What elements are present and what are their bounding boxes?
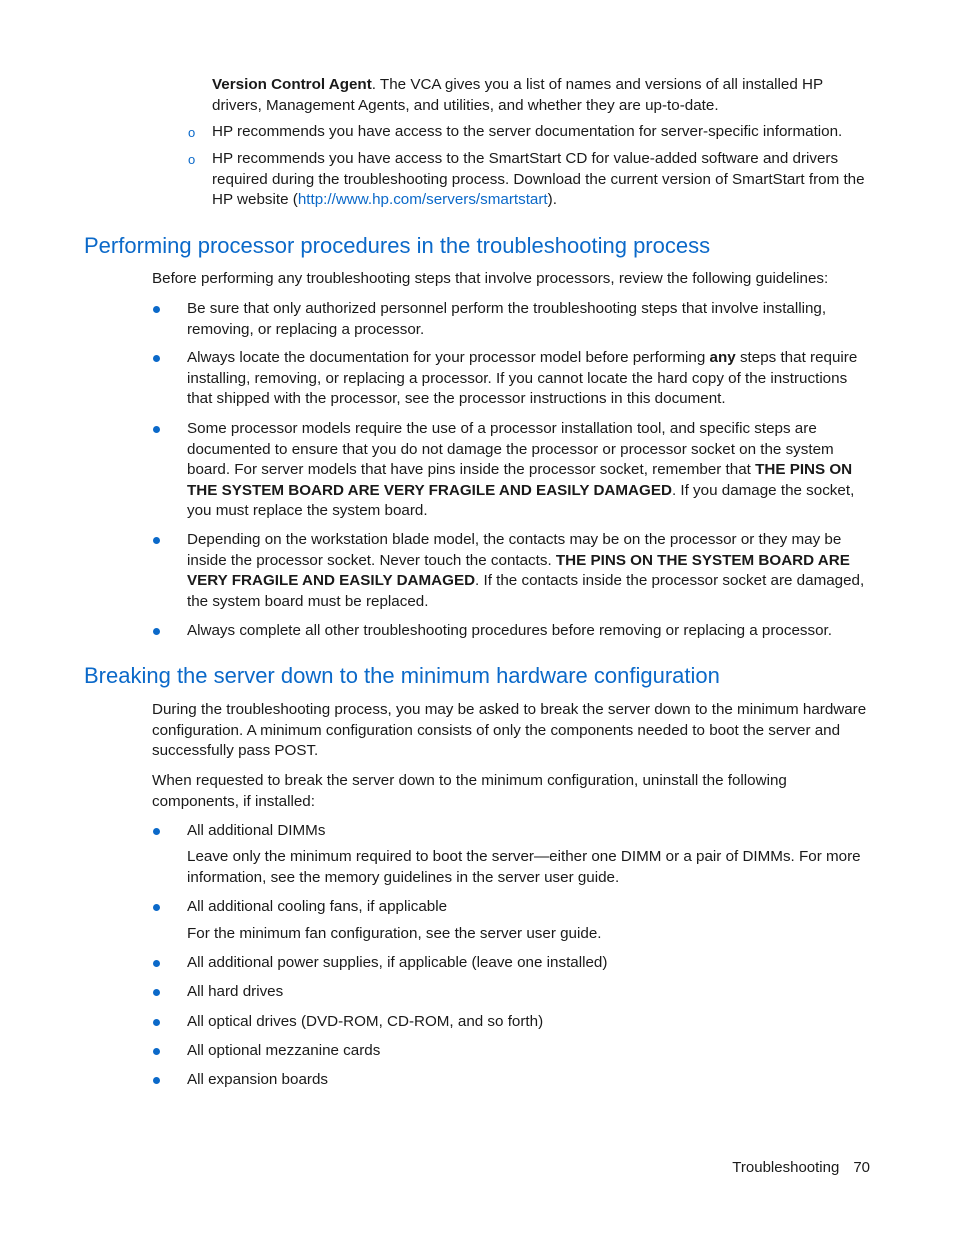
guideline-text: . If the contacts inside the processor socket are damaged, the system board must be replaced.: [187, 572, 865, 610]
footer-section-name: Troubleshooting: [732, 1159, 840, 1176]
rec2-close: ).: [547, 191, 557, 209]
bullet-icon: [153, 426, 160, 433]
guideline-text: . If you damage the socket, you must replace the system board.: [187, 481, 855, 520]
processor-guideline: [187, 419, 873, 522]
bullet-icon: [153, 904, 160, 911]
component-note: Leave only the minimum required to boot the server—either one DIMM or a pair of DIMMs. For more information, see the memory guidelines in the server user guide.: [187, 848, 861, 886]
sub-bullet-marker: o: [188, 152, 196, 167]
bullet-icon: [153, 1019, 160, 1026]
component-item: All additional cooling fans, if applicable: [187, 898, 448, 915]
vca-paragraph: [212, 75, 872, 116]
guideline-text: steps that require installing, removing, or replacing a processor. If you cannot locate the hard copy of the instructions that shipped with the processor, see the processor instructions in this document.: [187, 349, 858, 408]
guideline-warning: THE PINS ON THE SYSTEM BOARD ARE VERY FRAGILE AND EASILY DAMAGED: [187, 551, 850, 590]
processor-guideline: Always complete all other troubleshooting procedures before removing or replacing a processor.: [187, 622, 832, 639]
guideline-warning: THE PINS ON THE SYSTEM BOARD ARE VERY FRAGILE AND EASILY DAMAGED: [187, 461, 853, 499]
component-item: All expansion boards: [187, 1071, 328, 1088]
component-note: For the minimum fan configuration, see the server user guide.: [187, 925, 602, 942]
bullet-icon: [153, 1048, 160, 1055]
component-item: All additional power supplies, if applicable (leave one installed): [187, 954, 608, 971]
bullet-icon: [153, 1077, 160, 1084]
rec2-text: HP recommends you have access to the SmartStart CD for value-added software and drivers required during the troubleshooting process. Download the current version of SmartStart from the HP website (: [212, 150, 865, 209]
minimum-config-intro: During the troubleshooting process, you may be asked to break the server down to the minimum hardware configuration. A minimum configuration consists of only the components needed to boot the server and successfully pass POST.: [152, 701, 867, 760]
page-number: 70: [853, 1159, 870, 1176]
guideline-text: Some processor models require the use of a processor installation tool, and specific steps are documented to ensure that you do not damage the processor or processor socket on the system board. For server models that have pins inside the processor socket, remember that: [187, 420, 834, 479]
bullet-icon: [153, 306, 160, 313]
bullet-icon: [153, 960, 160, 967]
component-item: All optical drives (DVD-ROM, CD-ROM, and so forth): [187, 1013, 544, 1030]
bullet-icon: [153, 355, 160, 362]
processor-guideline: [187, 348, 873, 410]
vca-label: Version Control Agent: [212, 76, 372, 93]
minimum-config-instructions: When requested to break the server down to the minimum configuration, uninstall the following components, if installed:: [152, 772, 787, 810]
bullet-icon: [153, 628, 160, 635]
processor-guideline: [187, 530, 873, 612]
processor-intro: Before performing any troubleshooting steps that involve processors, review the following guidelines:: [152, 270, 829, 287]
recommendation-docs: HP recommends you have access to the server documentation for server-specific information.: [212, 123, 843, 140]
page-footer: [732, 1158, 870, 1178]
smartstart-link[interactable]: http://www.hp.com/servers/smartstart: [297, 191, 548, 209]
bullet-icon: [153, 537, 160, 544]
recommendation-smartstart: [212, 149, 872, 211]
guideline-text: Depending on the workstation blade model, the contacts may be on the processor or they may be inside the processor socket. Never touch the contacts.: [187, 531, 842, 569]
component-item: All additional DIMMs: [187, 822, 326, 839]
vca-text: . The VCA gives you a list of names and versions of all installed HP drivers, Management Agents, and utilities, and whether they are up-to-date.: [212, 76, 823, 114]
processor-guideline: Be sure that only authorized personnel perform the troubleshooting steps that involve installing, removing, or replacing a processor.: [187, 300, 827, 338]
sub-bullet-marker: o: [188, 125, 196, 140]
component-item: All hard drives: [187, 983, 284, 1000]
section-heading-processor: Performing processor procedures in the troubleshooting process: [84, 233, 711, 258]
section-heading-minimum-config: Breaking the server down to the minimum hardware configuration: [84, 663, 720, 688]
component-item: All optional mezzanine cards: [187, 1042, 381, 1059]
guideline-text: Always locate the documentation for your processor model before performing: [187, 349, 710, 366]
guideline-emphasis: any: [709, 349, 736, 366]
bullet-icon: [153, 989, 160, 996]
bullet-icon: [153, 828, 160, 835]
